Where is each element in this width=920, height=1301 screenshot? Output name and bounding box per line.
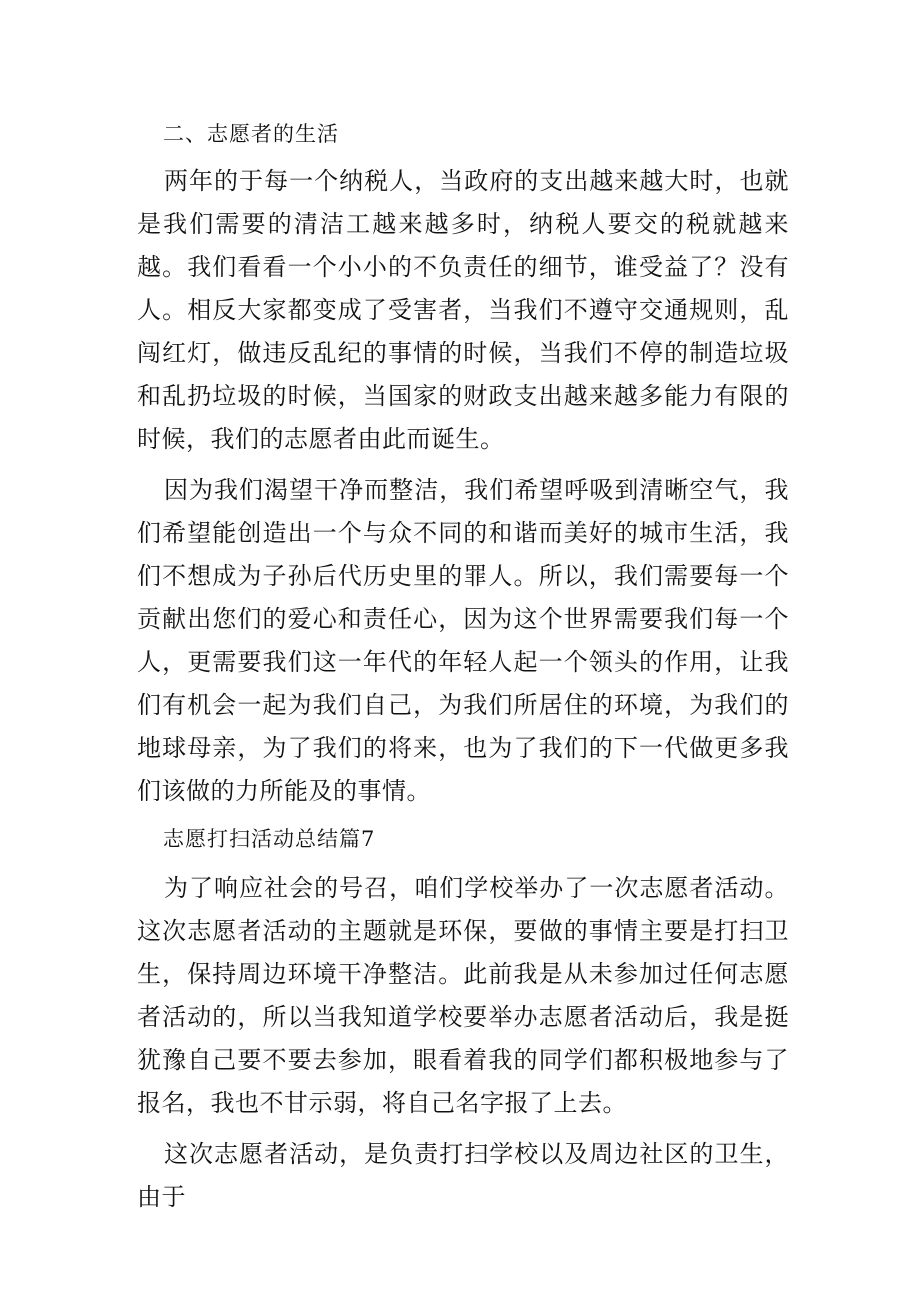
article-title: 志愿打扫活动总结篇7 [163,827,376,851]
paragraph: 因为我们渴望干净而整洁，我们希望呼吸到清晰空气，我们希望能创造出一个与众不同的和谐而美好的城市生活，我们不想成为子孙后代历史里的罪人。所以，我们需要每一个贡献出您们的爱心和责任心，因为这个世界需要我们每一个人，更需要我们这一年代的年轻人起一个领头的作用，让我们有机会一起为我们自己，为我们所居住的环境，为我们的地球母亲，为了我们的将来，也为了我们的下一代做更多我们该做的力所能及的事情。 [137,476,789,805]
paragraph: 为了响应社会的号召，咱们学校举办了一次志愿者活动。这次志愿者活动的主题就是环保，要做的事情主要是打扫卫生，保持周边环境干净整洁。此前我是从未参加过任何志愿者活动的，所以当我知道学校要举办志愿者活动后，我是挺犹豫自己要不要去参加，眼看着我的同学们都积极地参与了报名，我也不甘示弱，将自己名字报了上去。 [137,874,789,1117]
paragraph: 两年的于每一个纳税人，当政府的支出越来越大时，也就是我们需要的清洁工越来越多时，纳税人要交的税就越来越。我们看看一个小小的不负责任的细节，谁受益了？没有人。相反大家都变成了受害者，当我们不遵守交通规则，乱闯红灯，做违反乱纪的事情的时候，当我们不停的制造垃圾和乱扔垃圾的时候，当国家的财政支出越来越多能力有限的时候，我们的志愿者由此而诞生。 [137,167,789,453]
paragraph: 这次志愿者活动，是负责打扫学校以及周边社区的卫生，由于 [137,1140,789,1211]
section-heading: 二、志愿者的生活 [163,122,339,146]
document-body [137,116,789,1227]
